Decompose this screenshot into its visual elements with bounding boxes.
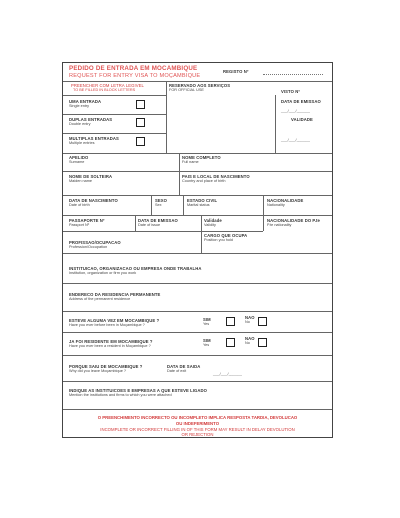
surname-label: APELIDO xyxy=(69,155,89,160)
resident-yes-checkbox[interactable] xyxy=(226,338,235,347)
registo-line[interactable] xyxy=(263,74,323,75)
divider xyxy=(63,195,332,196)
divider xyxy=(63,81,332,82)
why-leave-en: Why did you leave Moçambique ? xyxy=(69,369,126,373)
been-before-yes-checkbox[interactable] xyxy=(226,317,235,326)
single-entry-en: Single entry xyxy=(69,104,90,108)
single-entry-label: UMA ENTRADA xyxy=(69,99,102,104)
institutions-en: Mention the institutions and firms to which you were attached xyxy=(69,393,172,397)
no-en: No xyxy=(245,341,250,345)
been-before-no-checkbox[interactable] xyxy=(258,317,267,326)
single-entry-checkbox[interactable] xyxy=(136,100,145,109)
position-label: CARGO QUE OCUPA xyxy=(204,233,248,238)
employer-label: INSTITUICAO, ORGANIZACAO OU EMPRESA ONDE TRABALHA xyxy=(69,266,202,271)
profession-label: PROFISSAO/OCUPACAO xyxy=(69,240,121,245)
fullname-en: Full name xyxy=(182,160,199,164)
birthplace-label: PAIS E LOCAL DE NASCIMENTO xyxy=(182,174,250,179)
divider xyxy=(135,215,136,231)
resident-en: Have you ever been a resident in Moçambique ? xyxy=(69,344,151,348)
maiden-name-en: Maiden name xyxy=(69,179,93,183)
double-entry-label: DUPLAS ENTRADAS xyxy=(69,117,113,122)
birthplace-en: Country and place of birth xyxy=(182,179,226,183)
divider xyxy=(63,153,332,154)
form-title-pt: PEDIDO DE ENTRADA EM MOCAMBIQUE xyxy=(69,65,198,72)
issue-date-label: DATA DE EMISSAO xyxy=(281,99,321,104)
reserved-label: RESERVADO AOS SERVIÇOS xyxy=(169,83,231,88)
exit-date-field[interactable]: ___/___/______ xyxy=(213,371,242,376)
no-label: NAO xyxy=(245,315,255,320)
sex-label: SEXO xyxy=(155,198,168,203)
divider xyxy=(63,283,332,284)
passport-en: Passport Nº xyxy=(69,223,90,227)
divider xyxy=(63,253,332,254)
divider xyxy=(63,311,332,312)
dob-label: DATA DE NASCIMENTO xyxy=(69,198,118,203)
multiple-entry-label: MULTIPLAS ENTRADAS xyxy=(69,136,119,141)
passport-issue-en: Date of issue xyxy=(138,223,161,227)
been-before-question: ESTEVE ALGUMA VEZ EM MOCAMBIQUE ? xyxy=(69,318,160,323)
address-label: ENDERECO DA RESIDENCIA PERMANENTE xyxy=(69,292,161,297)
double-entry-checkbox[interactable] xyxy=(136,118,145,127)
nationality-label: NACIONALIDADE xyxy=(267,198,304,203)
issue-date-field[interactable]: ___/___/______ xyxy=(281,108,310,113)
address-en: Address of the permanent residence xyxy=(69,297,131,301)
been-before-en: Have you ever before been in Moçambique ? xyxy=(69,323,145,327)
divider xyxy=(63,409,332,410)
divider xyxy=(263,215,264,231)
divider xyxy=(179,153,180,171)
fill-instruction-en: TO BE FILLED IN BLOCK LETTERS xyxy=(73,88,136,92)
divider xyxy=(63,95,166,96)
visa-application-form xyxy=(62,62,333,438)
surname-en: Surname xyxy=(69,160,85,164)
divider xyxy=(179,171,180,195)
multiple-entry-checkbox[interactable] xyxy=(136,137,145,146)
pp-nationality-en: P.te nationality xyxy=(267,223,292,227)
registo-label: REGISTO Nº xyxy=(223,69,249,74)
divider xyxy=(63,133,166,134)
visto-label: VISTO Nº xyxy=(281,89,301,94)
divider xyxy=(263,195,264,215)
passport-label: PASSAPORTE Nº xyxy=(69,218,105,223)
resident-no-checkbox[interactable] xyxy=(258,338,267,347)
yes-label: SIM xyxy=(203,317,211,322)
divider xyxy=(63,215,332,216)
divider xyxy=(183,195,184,215)
divider xyxy=(201,215,202,231)
position-en: Position you hold xyxy=(204,238,233,242)
profession-en: Profession/Occupation xyxy=(69,245,108,249)
pp-nationality-label: NACIONALIDADE DO P.te xyxy=(267,218,320,223)
employer-en: Institution, organization or firm you work xyxy=(69,271,137,275)
warning-pt-line1: O PREENCHIMENTO INCORRECTO OU INCOMPLETO IMPLICA RESPOSTA TARDIA, DEVOLUCAO xyxy=(97,415,298,420)
divider xyxy=(63,231,263,232)
divider xyxy=(151,195,152,215)
divider xyxy=(63,114,166,115)
yes-en: Yes xyxy=(203,322,210,326)
warning-en-line2: OR REJECTION xyxy=(181,432,214,437)
fullname-label: NOME COMPLETO xyxy=(182,155,221,160)
warning-pt-line2: OU INDEFERIMENTO xyxy=(175,421,220,426)
divider xyxy=(275,95,276,153)
divider xyxy=(201,231,202,253)
fill-instruction-pt: PREENCHER COM LETRA LEGIVEL xyxy=(71,83,144,88)
multiple-entry-en: Multiple entries xyxy=(69,141,95,145)
validity-field[interactable]: ___/___/______ xyxy=(281,137,310,142)
divider xyxy=(63,332,332,333)
maiden-name-label: NOME DE SOLTEIRA xyxy=(69,174,113,179)
marital-en: Marital status xyxy=(187,203,210,207)
divider xyxy=(166,81,167,153)
exit-date-en: Date of exit xyxy=(167,369,187,373)
official-use-label: FOR OFFICIAL USE xyxy=(169,88,204,92)
no-label: NAO xyxy=(245,336,255,341)
dob-en: Date of birth xyxy=(69,203,90,207)
double-entry-en: Double entry xyxy=(69,122,91,126)
sex-en: Sex xyxy=(155,203,162,207)
passport-issue-label: DATA DE EMISSAO xyxy=(138,218,178,223)
marital-label: ESTADO CIVIL xyxy=(187,198,218,203)
resident-question: JA FOI RESIDENTE EM MOCAMBIQUE ? xyxy=(69,339,153,344)
divider xyxy=(63,355,332,356)
institutions-question: INDIQUE AS INSTITUICOES E EMPRESAS A QUE ESTEVE LIGADO xyxy=(69,388,208,393)
validity-label: VALIDADE xyxy=(291,117,313,122)
divider xyxy=(63,171,332,172)
exit-date-label: DATA DE SAIDA xyxy=(167,364,201,369)
divider xyxy=(63,381,332,382)
passport-validity-en: Validity xyxy=(204,223,216,227)
nationality-en: Nationality xyxy=(267,203,285,207)
why-leave-question: PORQUE SAIU DE MOCAMBIQUE ? xyxy=(69,364,143,369)
yes-label: SIM xyxy=(203,338,211,343)
no-en: No xyxy=(245,320,250,324)
form-title-en: REQUEST FOR ENTRY VISA TO MOÇAMBIQUE xyxy=(69,73,201,79)
warning-en-line1: INCOMPLETE OR INCORRECT FILLING IN OF THIS FORM MAY RESULT IN DELAY DEVOLUTION xyxy=(100,427,295,432)
yes-en: Yes xyxy=(203,343,210,347)
passport-validity-label: Validade xyxy=(204,218,222,223)
